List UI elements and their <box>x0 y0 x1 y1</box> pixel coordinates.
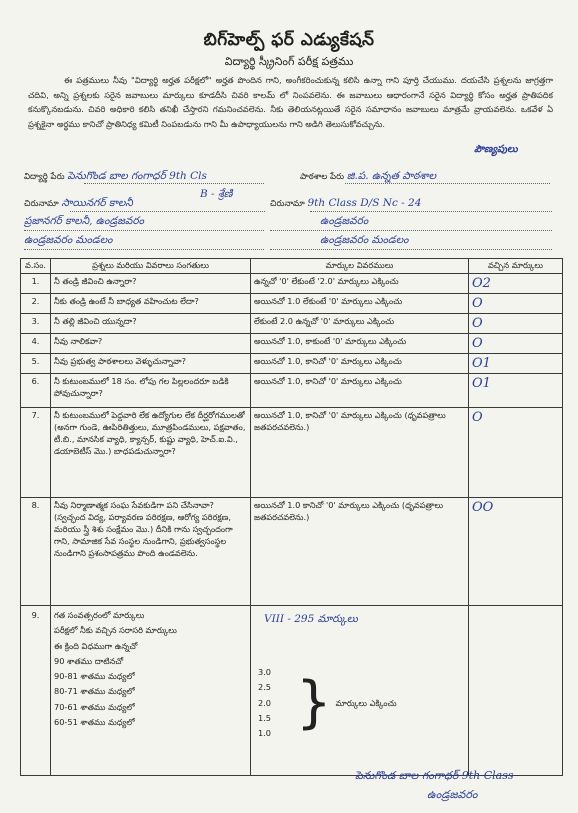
row-number: 2. <box>21 294 51 314</box>
score-value: 2.0 <box>258 697 272 708</box>
underline <box>270 249 552 250</box>
table-row <box>21 408 563 498</box>
row-number: 6. <box>21 374 51 408</box>
row-marks-value[interactable]: O <box>469 314 563 334</box>
instruction-line: ఆధారంగానే సరైన విద్యార్థి కోసం అర్హత ప్రాతిపదిక కనుక్కొనబడును. చివరి అధికారి కలిసి తనిఖీ చేస్తారని గమనించవలెను. నీకు తెలియనట్లయితే <box>28 89 553 115</box>
row-number: 5. <box>21 354 51 374</box>
signature-line-1: పెనుగొండ బాల గంగాధర్ 9th Class <box>355 769 514 782</box>
grade-line: 60-51 శాతము మధ్యలో <box>54 717 135 728</box>
school-name-value: జి.ప. ఉన్నత పాఠశాల <box>346 170 437 182</box>
instructions-paragraph <box>28 73 553 131</box>
address-label: చిరునామా <box>24 199 59 209</box>
address-field <box>24 197 133 212</box>
instruction-line: ఉపాధ్యాయులను గాని అడిగి తెలుసుకోవచ్చును. <box>231 118 386 129</box>
row-marks-value[interactable]: O <box>469 334 563 354</box>
school-name-label: పాఠశాల పేరు <box>300 172 345 182</box>
row-marks-value[interactable]: OO <box>469 498 563 606</box>
row-question: నీ తండ్రి జీవించి ఉన్నారా? <box>51 274 251 294</box>
address-value-3: ఉండ్రజవరం మండలం <box>24 234 113 246</box>
underline <box>84 183 264 184</box>
underline <box>310 211 552 212</box>
instruction-line: ఈ పత్రములు నీవు "విద్యార్థి అర్హత పరీక్షలో" అర్హత పొందిన గాని, అంగీకరించుకున్న కలిసి ఉన్నా గాని పూర్తి చేయుము. <box>64 75 457 85</box>
row-number: 8. <box>21 498 51 606</box>
row-number: 7. <box>21 408 51 498</box>
header-marks-info: మార్కుల వివరములు <box>251 259 469 274</box>
table-row <box>21 274 563 294</box>
table-row <box>21 314 563 334</box>
document-subtitle: విద్యార్థి స్క్రీనింగ్ పరీక్ష పత్రము <box>224 55 354 68</box>
header-sno: వ.సం. <box>21 259 51 274</box>
address-field-3 <box>24 234 112 249</box>
row-question: నీవు నాలికవా? <box>51 334 251 354</box>
student-name-label: విద్యార్థి పేరు <box>24 172 65 182</box>
row-number: 3. <box>21 314 51 334</box>
inline-signature: పౌణ్యపులు <box>474 144 518 155</box>
table-header-row <box>21 259 563 274</box>
school-address-label: చిరునామా <box>270 199 305 209</box>
brace-icon: } <box>296 670 332 736</box>
score-note: మార్కులు ఎక్కించు <box>335 697 397 708</box>
school-address-field <box>270 197 421 211</box>
school-address-field-2 <box>320 215 368 230</box>
school-address-value-3: ఉండ్రజవరం మండలం <box>320 234 409 246</box>
row-question: నీకు తండ్రి ఉంటే నీ బాధ్యత వహించుట లేదా? <box>51 294 251 314</box>
row-question: నీవు నిర్మాణాత్మక సంఘ సేవకుడిగా పని చేసినావా? (స్వచ్ఛంద విద్య, పర్యావరణ పరిరక్షణ, ఆరోగ్య పరిరక్షణ, మరియు స్త్రీ శిశు సంక్షేమం మొ.) దీనికి గాను స్వచ్ఛందంగా గాని, సామాజిక సేవ సంస్థల నుండిగాని, ప్రభుత్వసంస్థల నుండిగాని ప్రశంసాపత్రము పొంది ఉండవలెను. <box>51 498 251 606</box>
row-question: నీ కుటుంబములో 18 సం. లోపు గల పిల్లలందరూ బడికి పోవుచున్నారా? <box>51 374 251 408</box>
screening-table <box>20 258 563 776</box>
instruction-line: సరైన సమాధానం జవాబులు మాత్రమే వ్రాయవలెను. ఒకవేళ ఏ ప్రశ్నకైనా అర్థము కానిచో ప్రాతినిధ్య కమిటీ నింపబడును గాని మీ <box>28 104 553 129</box>
grade-title: గత సంవత్సరంలో మార్కులు <box>54 610 145 620</box>
address-field-2 <box>24 215 144 230</box>
instruction-line: దయచేసి ప్రశ్నలను జాగ్రత్తగా చదివి, అన్ని ప్రశ్నలకు సరైన జవాబులు మార్కులు కూడదీసి చివరి కాలమ్ లో నింపవలెను. ఈ జవాబులు <box>28 75 553 100</box>
grade-line: 80-71 శాతము మధ్యలో <box>54 686 135 697</box>
handwritten-marks-note: VIII - 295 మార్కులు <box>264 613 358 625</box>
score-values <box>254 665 296 741</box>
table-row <box>21 334 563 354</box>
school-address-value-1: 9th Class D/S Nc - 24 <box>307 197 422 209</box>
address-value-1: సాయినగర్ కాలనీ <box>61 197 133 209</box>
student-name-extra <box>200 188 232 203</box>
table-row <box>21 374 563 408</box>
row-marks-value[interactable]: O1 <box>469 374 563 408</box>
row-marks-value[interactable]: O1 <box>469 354 563 374</box>
row-marks-rule: అయినచో 1.0, కానిచో '0' మార్కులు ఎక్కించు (ధృవపత్రాలు జతపరచవలెను.) <box>251 408 469 498</box>
grade-marks-rule <box>251 606 469 776</box>
row-marks-rule: అయినచో 1.0 లేకుంటే '0' మార్కులు ఎక్కించు <box>251 294 469 314</box>
row-marks-value[interactable]: O <box>469 408 563 498</box>
document-title: బిగ్‌హెల్ప్ ఫర్ ఎడ్యుకేషన్ <box>203 30 375 50</box>
row-marks-value[interactable]: O2 <box>469 274 563 294</box>
row-marks-rule: అయినచో 1.0, కానిచో '0' మార్కులు ఎక్కించు <box>251 354 469 374</box>
header-question: ప్రశ్నలు మరియు వివరాలు సంగతులు <box>51 259 251 274</box>
row-marks-value[interactable] <box>469 606 563 776</box>
row-number: 9. <box>21 606 51 776</box>
row-marks-value[interactable]: O <box>469 294 563 314</box>
table-row <box>21 498 563 606</box>
row-question: నీ కుటుంబములో పెద్దవారి లేక ఉద్యోగుల లేక దీర్ఘరోగములతో (అనగా గుండె, ఊపిరితిత్తులు, మూత్రపిండములు, పక్షవాతం, టీ.బి., మానసిక వ్యాధి, క్యాన్సర్, కుష్టు వ్యాధి, హెచ్.ఐ.వి., డయాబెటీస్ మొ.) బాధపడుచున్నారా? <box>51 408 251 498</box>
table-row-grades <box>21 606 563 776</box>
underline <box>270 230 552 231</box>
student-grade-value: B - శ్రేణి <box>200 188 233 200</box>
table-row <box>21 294 563 314</box>
signature-line-2: ఉండ్రజవరం <box>427 788 478 801</box>
score-value: 1.0 <box>258 728 272 739</box>
row-marks-rule: అయినచో 1.0, కానిచో '0' మార్కులు ఎక్కించు <box>251 374 469 408</box>
grade-line: పరీక్షలో నీకు వచ్చిన సరాసరి మార్కులు <box>54 625 177 636</box>
grade-line: ఈ క్రింది విధముగా ఉన్నచో <box>54 640 138 651</box>
row-question: నీవు ప్రభుత్వ పాఠశాలలు వెళ్ళుచున్నావా? <box>51 354 251 374</box>
address-value-2: ప్రజానగర్ కాలనీ, ఉండ్రజవరం <box>24 215 144 227</box>
score-scale <box>254 633 465 773</box>
student-name-value: పెనుగొండ బాల గంగాధర్ 9th Cls <box>67 170 207 182</box>
score-value: 2.5 <box>258 682 272 693</box>
row-number: 4. <box>21 334 51 354</box>
row-question: నీ తల్లి జీవించి యున్నదా? <box>51 314 251 334</box>
underline <box>70 211 265 212</box>
row-number: 1. <box>21 274 51 294</box>
grade-line: 90 శాతము దాటినచో <box>54 655 124 666</box>
table-row <box>21 354 563 374</box>
school-address-field-3 <box>320 234 408 249</box>
score-value: 1.5 <box>258 712 272 723</box>
grade-line: 90-81 శాతము మధ్యలో <box>54 671 135 682</box>
row-marks-rule: అయినచో 1.0, కాకుంటే '0' మార్కులు ఎక్కించు <box>251 334 469 354</box>
underline <box>24 249 264 250</box>
grade-question <box>51 606 251 776</box>
score-value: 3.0 <box>258 667 272 678</box>
school-address-value-2: ఉండ్రజవరం <box>320 215 369 227</box>
grade-line: 70-61 శాతము మధ్యలో <box>54 701 135 712</box>
header-marks-given: వచ్చిన మార్కులు <box>469 259 563 274</box>
underline <box>345 183 550 184</box>
row-marks-rule: లేకుంటే 2.0 ఉన్నచో '0' మార్కులు ఎక్కించు <box>251 314 469 334</box>
row-marks-rule: ఉన్నచో '0' లేకుంటే '2.0' మార్కులు ఎక్కించు <box>251 274 469 294</box>
row-marks-rule: అయినచో 1.0 కానిచో '0' మార్కులు ఎక్కించు (ధృవపత్రాలు జతపరచవలెను.) <box>251 498 469 606</box>
student-signature <box>355 766 570 804</box>
underline <box>24 230 264 231</box>
